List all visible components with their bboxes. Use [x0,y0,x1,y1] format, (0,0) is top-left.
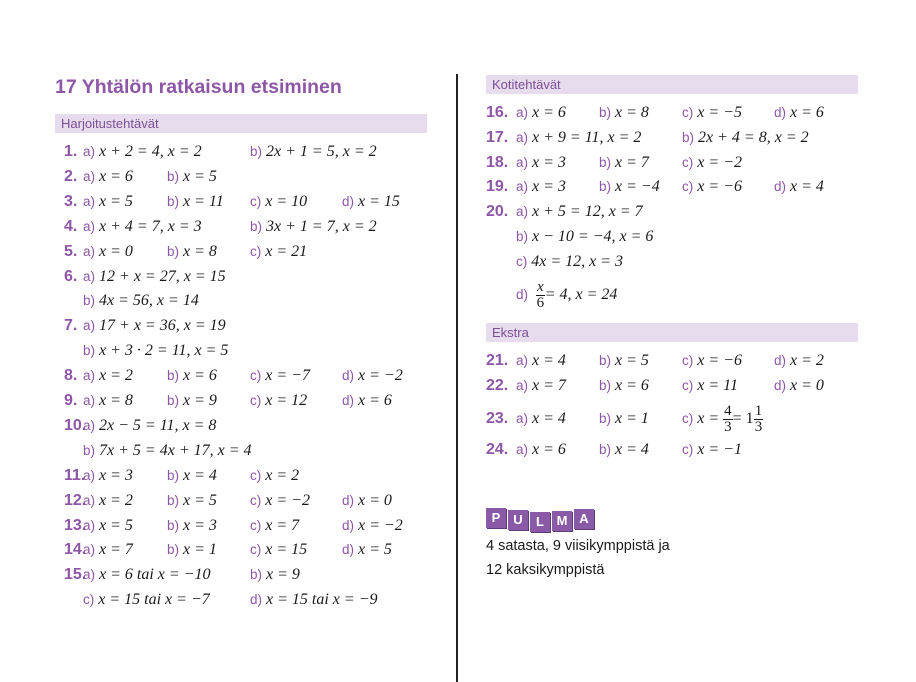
item-label: a) [83,243,96,259]
answer-text: 4x = 12, x = 3 [531,252,624,270]
item-label: d) [342,368,355,384]
item-label: c) [250,492,262,508]
answer-text: 2x − 5 = 11, x = 8 [99,416,217,434]
exercise-number: 19. [486,178,509,196]
answer-item [516,200,643,224]
answer-text: x = 4 [790,178,824,196]
exercise-number: 10. [64,416,87,434]
exercise-number: 5. [64,242,78,260]
answer-item [516,250,623,274]
item-label: b) [599,442,612,457]
exercise-number: 4. [64,217,78,235]
item-label: b) [167,517,180,533]
answer-item [342,190,400,214]
item-label: b) [167,467,180,483]
answer-item [250,364,310,388]
answer-text: x = 7 [265,516,300,534]
item-label: b) [250,144,263,159]
exercise-number: 6. [64,267,78,285]
fraction [754,404,764,435]
answer-item [250,240,307,264]
answer-text: x = 9 [266,566,300,584]
item-label: d) [342,393,355,408]
answer-item [250,514,299,538]
item-label: a) [516,179,529,195]
fraction-numerator: x [537,278,544,295]
answer-text: x = 12 [265,392,308,409]
item-label: a) [516,442,529,457]
item-label: b) [682,129,695,145]
item-label: a) [83,517,96,533]
answer-text: x − 10 = −4, x = 6 [532,228,654,245]
answer-item [774,349,824,373]
answer-item [250,140,377,164]
exercise-number: 8. [64,367,78,385]
item-label: b) [83,343,96,359]
answer-item [167,364,217,388]
fraction [723,404,733,435]
exercise-number: 3. [64,192,78,210]
item-label: b) [599,179,612,195]
answer-item [250,588,378,612]
item-label: b) [167,193,180,209]
answer-text: x = 2 [99,491,133,509]
answer-text: x + 9 = 11, x = 2 [532,128,642,146]
item-label: b) [167,542,180,558]
exercise-number: 7. [64,317,78,335]
answer-item [83,563,211,587]
item-label: c) [250,467,262,483]
answer-text: x = −4 [615,178,660,196]
answer-item [682,374,738,398]
answer-text: x = 6 [183,367,217,385]
pulma-tile: M [552,511,572,531]
answer-text: x = 7 [99,541,133,559]
answer-text: 7x + 5 = 4x + 17, x = 4 [99,441,252,459]
answer-item [83,489,133,513]
item-label: d) [516,287,529,302]
answer-item [599,175,660,199]
answer-item [599,438,649,462]
exercise-number: 9. [64,392,78,409]
answer-text: 3x + 1 = 7, x = 2 [266,217,377,235]
fraction [536,280,545,311]
item-label: a) [516,377,529,393]
item-label: a) [83,393,96,408]
answer-text: x = 6 [99,167,133,185]
answer-item [83,414,216,438]
exercise-number: 14. [64,541,87,559]
answer-item [599,151,649,175]
item-label: a) [83,492,96,508]
item-label: b) [599,353,612,368]
answer-text: = 4, x = 24 [544,286,618,303]
item-label: a) [83,417,96,433]
answer-text: x = 6 [615,376,649,394]
answer-text: x = 11 [183,192,224,210]
answer-text: 2x + 4 = 8, x = 2 [698,128,809,146]
item-label: a) [83,168,96,184]
item-label: d) [342,517,355,533]
item-label: a) [516,154,529,170]
answer-text: x = 5 [99,192,133,210]
item-label: c) [682,411,694,426]
item-label: c) [682,179,694,195]
item-label: c) [83,592,95,608]
answer-text: x = −6 [697,178,742,196]
exercise-number: 17. [486,128,509,146]
answer-item [83,165,133,189]
answer-item [599,349,649,373]
answer-item [167,240,217,264]
item-label: a) [83,467,96,483]
item-label: c) [682,442,694,457]
answer-text: x = −2 [358,367,403,385]
item-label: b) [599,105,612,120]
item-label: a) [83,318,96,334]
item-label: c) [516,253,528,269]
answer-item [83,314,226,338]
answer-text: x = 4 [532,410,566,427]
item-label: c) [682,154,694,170]
answer-item [342,389,392,413]
answer-text: x = 8 [99,392,133,409]
answer-item [516,126,641,150]
exercise-number: 2. [64,167,78,185]
answer-item [516,374,566,398]
item-label: b) [599,154,612,170]
answer-text: x = −2 [358,516,403,534]
item-label: b) [516,229,529,244]
answer-item [83,339,228,363]
item-label: a) [516,105,529,120]
answer-item [599,374,649,398]
section-header-ekstra: Ekstra [486,323,858,342]
answer-text: x = −2 [265,491,310,509]
answer-item [342,489,392,513]
answer-text: x = 6 [532,104,566,121]
answer-item [516,349,566,373]
answer-item [167,514,217,538]
answer-text: x = 2 [790,352,824,369]
answer-item [167,489,217,513]
answer-text: x = 0 [358,491,392,509]
exercise-number: 16. [486,104,509,121]
item-label: b) [250,567,263,583]
answer-text: x = 9 [183,392,217,409]
fraction-denominator: 6 [536,294,545,311]
answer-text: x + 5 = 12, x = 7 [532,203,643,221]
item-label: d) [342,492,355,508]
answer-item [516,175,566,199]
answer-item [774,101,824,125]
item-label: c) [250,517,262,533]
answer-text: x = 2 [265,466,300,484]
answer-item [83,439,252,463]
answer-item [599,101,649,125]
pulma-tile: P [486,508,506,528]
answer-item [682,349,742,373]
answer-item [250,190,307,214]
answer-item [250,464,299,488]
item-label: d) [774,377,787,393]
answer-text: x = 4 [183,466,217,484]
item-label: b) [599,411,612,426]
item-label: c) [250,368,262,384]
item-label: a) [516,129,529,145]
column-divider [456,74,458,682]
exercise-number: 20. [486,203,509,221]
answer-text: x = 6 [790,104,824,121]
exercise-number: 15. [64,566,87,584]
item-label: b) [599,377,612,393]
pulma-answer-line-2: 12 kaksikymppistä [486,562,605,578]
item-label: c) [250,193,262,209]
item-label: c) [250,542,262,558]
answer-text: x = 3 [99,466,133,484]
answer-item [167,190,224,214]
answer-item [682,126,809,150]
item-label: a) [83,542,96,558]
answer-text: x = 15 [265,541,308,559]
answer-item [250,538,307,562]
item-label: b) [167,368,180,384]
answer-item [83,190,133,214]
pulma-tile: U [508,510,528,530]
answer-text: x = −1 [697,441,742,458]
exercise-number: 13. [64,516,87,534]
exercise-number: 21. [486,352,509,369]
answer-text: 17 + x = 36, x = 19 [99,317,226,335]
item-label: d) [250,592,263,608]
answer-item [516,438,566,462]
answer-item [83,538,133,562]
answer-item [83,140,202,164]
answer-item [83,265,226,289]
answer-item [682,175,742,199]
answer-item [342,364,403,388]
item-label: b) [250,218,263,234]
answer-text: x = 5 [99,516,133,534]
answer-text: x = 4 [532,352,566,369]
answer-item [83,289,199,313]
answer-text: x = −6 [697,352,742,369]
answer-text: x = 2 [99,367,133,385]
answer-item [167,389,217,413]
fraction-denominator: 3 [724,418,732,435]
answer-item [342,538,392,562]
pulma-tile: L [530,512,550,532]
item-label: b) [167,492,180,508]
answer-text: x = 0 [99,242,133,260]
item-label: d) [342,542,355,558]
answer-item [342,514,403,538]
answer-text: x = 5 [358,541,392,559]
item-label: b) [83,442,96,458]
item-label: a) [83,368,96,384]
answer-text: x = −7 [265,367,310,385]
answer-text: x = 0 [790,376,824,394]
answer-text: x + 3 · 2 = 11, x = 5 [99,342,229,360]
answer-text: x = 7 [615,153,649,171]
answer-text: x = [697,410,724,427]
answer-item [83,464,133,488]
answer-text: x = 15 tai x = −7 [98,591,210,609]
answer-text: x = 3 [532,178,566,196]
answer-text: x = −2 [697,153,742,171]
answer-text: x = 8 [183,242,217,260]
page-title: 17 Yhtälön ratkaisun etsiminen [55,76,342,98]
item-label: a) [516,411,529,426]
item-label: c) [250,243,262,259]
answer-text: x = 5 [183,491,217,509]
answer-text: x = 1 [615,410,649,427]
fraction-numerator: 1 [754,402,763,419]
answer-text: x = 6 tai x = −10 [99,566,211,584]
answer-text: x = 7 [532,376,566,394]
answer-text: x = 5 [183,167,217,185]
item-label: d) [342,193,355,209]
answer-item [83,240,133,264]
fraction-denominator: 3 [754,418,763,435]
fraction-numerator: 4 [724,402,732,419]
pulma-answer-line-1: 4 satasta, 9 viisikymppistä ja [486,538,670,554]
answer-item [83,514,133,538]
exercise-number: 11. [64,466,86,484]
item-label: a) [83,144,96,159]
answer-item [682,438,742,462]
item-label: d) [774,179,787,195]
answer-text: x = −5 [697,104,742,121]
answer-item [774,374,824,398]
item-label: a) [83,567,96,583]
answer-text: x = 15 tai x = −9 [266,591,378,609]
answer-item [83,389,133,413]
item-label: c) [250,393,262,408]
answer-item [250,215,377,239]
exercise-number: 24. [486,441,509,458]
answer-item [83,364,133,388]
answer-text: x = 4 [615,441,649,458]
answer-text: x = 3 [183,516,217,534]
answer-text: x = 1 [183,541,217,559]
item-label: c) [682,377,694,393]
item-label: b) [167,168,180,184]
answer-item [774,175,824,199]
answer-text: x = 8 [615,104,649,121]
item-label: a) [83,268,96,284]
item-label: b) [167,393,180,408]
section-header-koti: Kotitehtävät [486,75,858,94]
answer-text: x = 3 [532,153,566,171]
item-label: c) [682,105,694,120]
answer-item [167,464,217,488]
exercise-number: 1. [64,143,78,160]
item-label: b) [167,243,180,259]
exercise-number: 12. [64,491,87,509]
answer-text: x = 15 [358,192,400,210]
answer-item [167,538,217,562]
answer-item [516,225,653,249]
answer-text: x + 4 = 7, x = 3 [99,217,202,235]
item-label: a) [83,193,96,209]
answer-item [250,389,307,413]
answer-item [682,151,742,175]
answer-item [167,165,217,189]
pulma-tile: A [574,509,594,529]
answer-item [682,101,742,125]
answer-text: x = 6 [358,392,392,409]
answer-item [516,151,566,175]
exercise-number: 22. [486,376,509,394]
exercise-number: 23. [486,410,509,427]
section-header-harjoitus: Harjoitustehtävät [55,114,427,133]
answer-item [83,215,202,239]
item-label: c) [682,353,694,368]
answer-text: x = 10 [265,192,308,210]
answer-text: 4x = 56, x = 14 [99,292,199,310]
answer-text: x = 21 [265,242,308,260]
answer-text: x = 6 [532,441,566,458]
answer-text: x = 5 [615,352,649,369]
answer-text: x + 2 = 4, x = 2 [99,143,202,160]
item-label: d) [774,353,787,368]
answer-text: x = 11 [697,376,738,394]
exercise-number: 18. [486,153,509,171]
answer-item [250,489,310,513]
answer-item [516,101,566,125]
answer-item [250,563,300,587]
item-label: d) [774,105,787,120]
item-label: b) [83,293,96,309]
item-label: a) [83,218,96,234]
answer-text: 2x + 1 = 5, x = 2 [266,143,377,160]
answer-text: = 1 [732,410,754,427]
item-label: a) [516,204,529,220]
item-label: a) [516,353,529,368]
answer-item [83,588,210,612]
answer-text: 12 + x = 27, x = 15 [99,267,226,285]
